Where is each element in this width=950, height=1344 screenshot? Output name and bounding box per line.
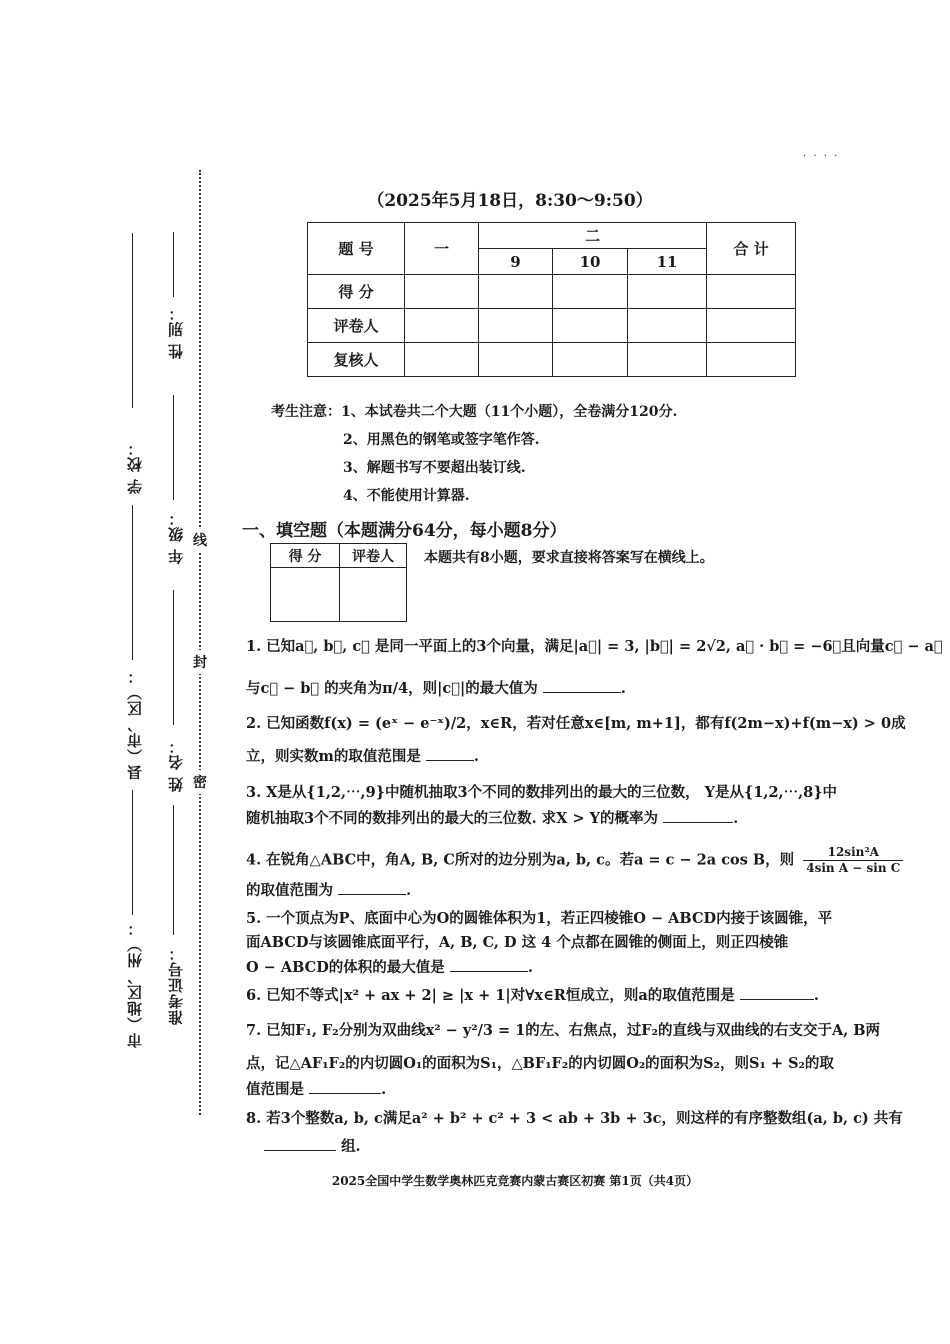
name-label: 姓 名： [167, 738, 185, 793]
mini-score-cell[interactable] [271, 568, 340, 622]
score-cell[interactable] [628, 275, 707, 309]
score-cell[interactable] [405, 275, 479, 309]
question-4-line-2 [246, 880, 846, 902]
answer-blank-3[interactable] [663, 808, 733, 823]
question-3-line-2 [246, 808, 846, 830]
question-2-text: 立，则实数m的取值范围是 [246, 748, 421, 765]
question-6-text: 6. 已知不等式|x² + ax + 2| ≥ |x + 1|对∀x∈R恒成立，则a的取值范围是 [246, 987, 735, 1004]
score-cell[interactable] [553, 343, 628, 377]
admission-label: 准考证号： [167, 945, 185, 1025]
question-4-fraction [803, 845, 903, 876]
score-cell[interactable] [405, 343, 479, 377]
school-underline [132, 505, 133, 660]
header-q9: 9 [479, 249, 553, 275]
header-q11: 11 [628, 249, 707, 275]
question-4-numerator: 12sin²A [803, 845, 903, 861]
name-underline [173, 805, 174, 935]
question-5-text: O − ABCD的体积的最大值是 [246, 959, 445, 976]
exam-notes [271, 398, 677, 510]
question-7-line-2: 点，记△AF₁F₂的内切圆O₁的面积为S₁，△BF₁F₂的内切圆O₂的面积为S₂，则S₁ + S₂的取 [246, 1055, 834, 1072]
question-7-period: . [381, 1081, 387, 1098]
score-cell[interactable] [479, 309, 553, 343]
question-3-line-1: 3. X是从{1,2,⋯,9}中随机抽取3个不同的数排列出的最大的三位数， Y是从{1,2,⋯,8}中 [246, 784, 838, 801]
score-cell[interactable] [707, 343, 796, 377]
question-4-text: 4. 在锐角△ABC中，角A, B, C所对的边分别为a, b, c。若a = c − 2a cos B，则 [246, 851, 795, 869]
question-2-line-1: 2. 已知函数f(x) = (eˣ − e⁻ˣ)/2，x∈R，若对任意x∈[m, m+1]，都有f(2m−x)+f(m−x) > 0成 [246, 715, 906, 732]
score-cell[interactable] [405, 309, 479, 343]
county-underline [132, 790, 133, 915]
question-4-tail: 的取值范围为 [246, 882, 333, 899]
question-1-line-2 [246, 678, 846, 700]
header-q10: 10 [553, 249, 628, 275]
question-4-period: . [406, 882, 412, 899]
score-cell[interactable] [553, 275, 628, 309]
header-tihao: 题 号 [308, 223, 405, 275]
question-6 [246, 985, 846, 1007]
score-cell[interactable] [707, 275, 796, 309]
mini-defen-label: 得 分 [271, 544, 340, 568]
seal-feng: 封 [193, 650, 207, 674]
answer-blank-1[interactable] [543, 678, 621, 693]
question-8-line-1: 8. 若3个整数a, b, c满足a² + b² + c² + 3 < ab + 3b + 3c，则这样的有序整数组(a, b, c) 共有 [246, 1110, 903, 1127]
note-3: 3、解题书写不要超出装订线. [343, 460, 526, 476]
name-top-underline [173, 232, 174, 297]
score-cell[interactable] [479, 343, 553, 377]
corner-mark: . . . . [803, 148, 840, 159]
notes-head: 考生注意： [271, 404, 341, 420]
header-part-one: 一 [405, 223, 479, 275]
question-4-line-1 [246, 845, 901, 876]
question-7-line-1: 7. 已知F₁, F₂分别为双曲线x² − y²/3 = 1的左、右焦点，过F₂的直线与双曲线的右支交于A, B两 [246, 1022, 881, 1039]
answer-blank-7[interactable] [309, 1079, 381, 1094]
question-4-denominator: 4sin A − sin C [806, 861, 901, 875]
question-1-line-1: 1. 已知a⃗, b⃗, c⃗ 是同一平面上的3个向量，满足|a⃗| = 3, |b⃗| = 2√2, a⃗ · b⃗ = −6，且向量c⃗ − a⃗ [246, 638, 943, 655]
note-2: 2、用黑色的钢笔或签字笔作答. [343, 432, 540, 448]
section-title: 一、填空题（本题满分64分，每小题8分） [242, 521, 567, 541]
row-pingjuan-label: 评卷人 [308, 309, 405, 343]
score-cell[interactable] [628, 343, 707, 377]
question-6-period: . [813, 987, 819, 1004]
row-fuhe-label: 复核人 [308, 343, 405, 377]
question-5-line-2: 面ABCD与该圆锥底面平行，A, B, C, D 这 4 个点都在圆锥的侧面上，则正四棱锥 [246, 934, 789, 951]
question-1-text: 与c⃗ − b⃗ 的夹角为π/4，则|c⃗|的最大值为 [246, 680, 538, 697]
exam-date: （2025年5月18日，8:30～9:50） [367, 191, 653, 211]
answer-blank-4[interactable] [338, 880, 406, 895]
row-defen-label: 得 分 [308, 275, 405, 309]
seal-xian: 线 [193, 528, 207, 552]
gender-field-underline [173, 395, 174, 500]
score-cell[interactable] [553, 309, 628, 343]
question-2-line-2 [246, 746, 846, 768]
section-instruction: 本题共有8小题，要求直接将答案写在横线上。 [424, 550, 714, 566]
note-1: 1、本试卷共二个大题（11个小题），全卷满分120分. [341, 404, 678, 420]
question-5-line-3 [246, 957, 846, 979]
county-label: 县（市、区）： [126, 668, 144, 780]
city-label: 市（地区、州）： [126, 920, 144, 1048]
answer-blank-5[interactable] [450, 957, 528, 972]
question-5-period: . [527, 959, 533, 976]
note-4: 4、不能使用计算器. [343, 488, 470, 504]
seal-mi: 密 [193, 770, 207, 794]
grade-label: 年 级： [167, 510, 185, 565]
gender-underline [132, 233, 133, 408]
answer-blank-6[interactable] [740, 985, 814, 1000]
binding-dotted-line [199, 170, 201, 1115]
score-cell[interactable] [707, 309, 796, 343]
answer-blank-8[interactable] [264, 1136, 336, 1151]
question-7-line-3 [246, 1079, 846, 1101]
question-1-period: . [620, 680, 626, 697]
question-3-text: 随机抽取3个不同的数排列出的最大的三位数. 求X > Y的概率为 [246, 810, 659, 827]
mini-grader-cell[interactable] [340, 568, 407, 622]
score-cell[interactable] [479, 275, 553, 309]
score-table [307, 222, 796, 377]
mini-pingjuan-label: 评卷人 [340, 544, 407, 568]
gender-label: 性 别： [167, 305, 185, 360]
question-8-tail: 组. [341, 1138, 361, 1155]
page-footer: 2025全国中学生数学奥林匹克竞赛内蒙古赛区初赛 第1页（共4页） [331, 1174, 699, 1188]
question-8-line-2 [264, 1136, 864, 1158]
grade-underline [173, 590, 174, 725]
question-2-period: . [473, 748, 479, 765]
header-part-two: 二 [479, 223, 707, 249]
question-5-line-1: 5. 一个顶点为P、底面中心为O的圆锥体积为1，若正四棱锥O − ABCD内接于该圆锥，平 [246, 910, 833, 927]
section-score-table [270, 543, 407, 622]
question-3-period: . [733, 810, 739, 827]
header-total: 合 计 [707, 223, 796, 275]
school-label: 学 校： [126, 440, 144, 495]
answer-blank-2[interactable] [426, 746, 474, 761]
score-cell[interactable] [628, 309, 707, 343]
question-7-text: 值范围是 [246, 1081, 304, 1098]
